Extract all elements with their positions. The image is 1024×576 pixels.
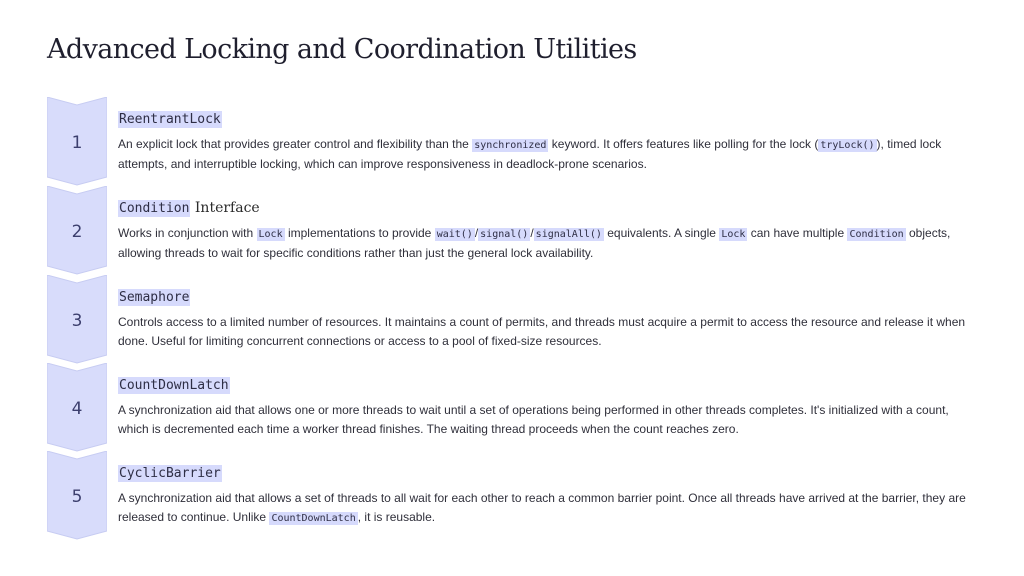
desc-text: can have multiple: [747, 226, 848, 240]
inline-code: signal(): [480, 229, 529, 240]
desc-text: An explicit lock that provides greater control and flexibility than the: [118, 137, 473, 151]
desc-text: objects, allowing threads to wait for specific conditions rather than just the general lock availability.: [118, 226, 951, 260]
step-3: [0, 275, 1024, 365]
step-1: [0, 97, 1024, 187]
desc-text: A synchronization aid that allows a set of threads to all wait for each other to reach a common barrier point. Once all threads have arrived at the barrier, they are released to continue. Unlike: [118, 491, 966, 524]
step-4-description: [118, 401, 978, 439]
step-5-chevron: [47, 451, 107, 541]
inline-code: tryLock(): [820, 140, 875, 151]
desc-text: Controls access to a limited number of resources. It maintains a count of permits, and threads must acquire a permit to access the resource and release it when done. Useful for limiting concurrent connections or access to a pool of fixed-size resources.: [118, 315, 966, 348]
step-2-chevron: [47, 186, 107, 276]
step-4-number: 4: [71, 399, 83, 419]
inline-code: wait(): [436, 229, 473, 240]
step-4-heading-code: CountDownLatch: [119, 378, 229, 393]
step-1-chevron: [47, 97, 107, 187]
step-2: [0, 186, 1024, 276]
desc-text: /: [530, 226, 534, 240]
step-3-number: 3: [71, 311, 83, 331]
inline-code: Condition: [849, 229, 904, 240]
step-4-chevron: [47, 363, 107, 453]
step-5-number: 5: [71, 487, 83, 507]
step-5-heading: [118, 463, 222, 483]
inline-code: synchronized: [474, 140, 547, 151]
step-4: [0, 363, 1024, 453]
inline-code: Lock: [258, 229, 283, 240]
step-2-number: 2: [71, 222, 83, 242]
step-2-description: [118, 224, 978, 263]
step-1-heading: [118, 109, 222, 129]
step-2-heading-code: Condition: [119, 201, 190, 216]
desc-text: Works in conjunction with: [118, 226, 257, 240]
step-3-heading-code: Semaphore: [119, 290, 190, 305]
step-1-description: [118, 135, 978, 174]
inline-code: signalAll(): [535, 229, 602, 240]
desc-text: keyword. It offers features like polling for the lock (: [548, 137, 819, 151]
inline-code: CountDownLatch: [271, 513, 356, 524]
step-3-description: [118, 313, 978, 351]
step-5-description: [118, 489, 978, 528]
step-3-chevron: [47, 275, 107, 365]
desc-text: ), timed lock attempts, and interruptible locking, which can improve responsiveness in deadlock-prone scenarios.: [118, 137, 942, 171]
desc-text: equivalents. A single: [603, 226, 720, 240]
step-5-heading-code: CyclicBarrier: [119, 466, 221, 481]
desc-text: /: [474, 226, 479, 240]
desc-text: implementations to provide: [284, 226, 435, 240]
step-1-heading-code: ReentrantLock: [119, 112, 221, 127]
inline-code: Lock: [721, 229, 746, 240]
step-4-heading: [118, 375, 230, 395]
desc-text: , it is reusable.: [357, 510, 436, 524]
step-3-heading: [118, 287, 190, 307]
desc-text: A synchronization aid that allows one or more threads to wait until a set of operations being performed in other threads completes. It's initialized with a count, which is decremented each time a worker thread finishes. The waiting thread proceeds when the count reaches zero.: [118, 403, 949, 436]
step-2-heading-suffix: Interface: [190, 200, 260, 216]
step-5: [0, 451, 1024, 541]
page-title: Advanced Locking and Coordination Utilities: [47, 34, 637, 65]
step-2-heading: [118, 198, 260, 218]
step-1-number: 1: [71, 133, 83, 153]
